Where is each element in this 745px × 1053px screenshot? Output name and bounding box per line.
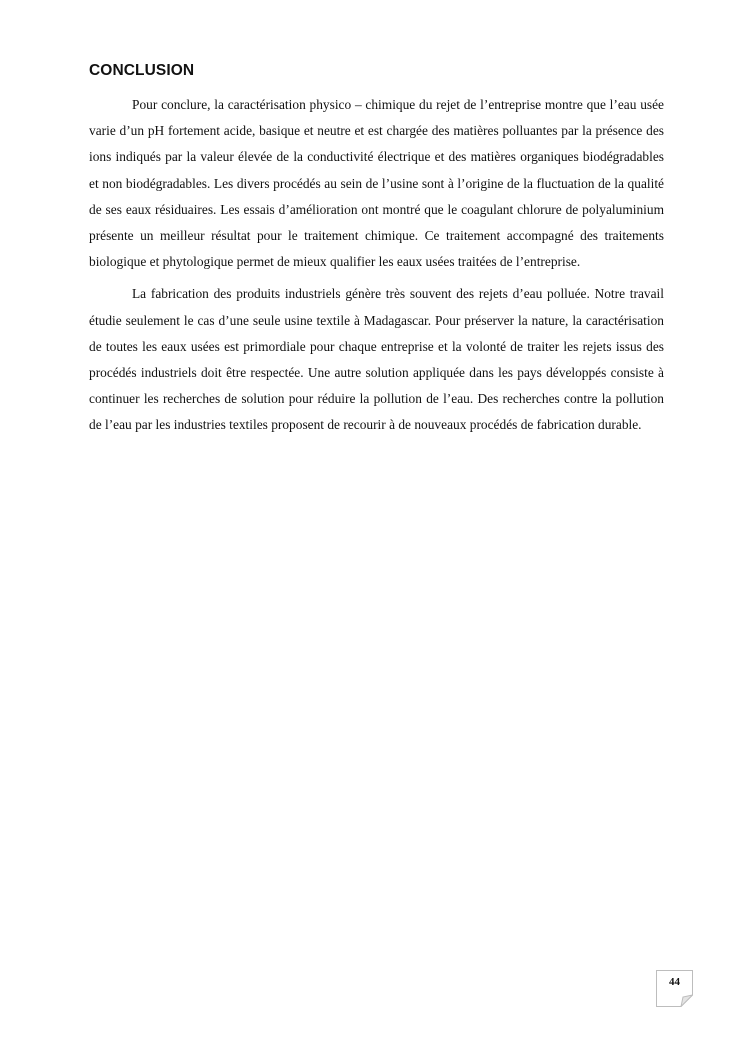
page-number: 44 — [669, 976, 680, 988]
paragraph-1: Pour conclure, la caractérisation physico – chimique du rejet de l’entreprise montre que l’eau usée varie d’un pH fortement acide, basique et neutre et est chargée des matières polluantes par la présence des ions indiqués par la valeur élevée de la conductivité électrique et des matières organiques biodégradables et non biodégradables. Les divers procédés au sein de l’usine sont à l’origine de la fluctuation de la qualité de ses eaux résiduaires. Les essais d’amélioration ont montré que le coagulant chlorure de polyaluminium présente un meilleur résultat pour le traitement chimique. Ce traitement accompagné des traitements biologique et phytologique permet de mieux qualifier les eaux usées traitées de l’entreprise. — [89, 97, 664, 270]
page-number-box — [656, 970, 693, 1007]
body-text — [89, 92, 664, 439]
section-heading: CONCLUSION — [89, 62, 195, 79]
paragraph-2: La fabrication des produits industriels génère très souvent des rejets d’eau polluée. Notre travail étudie seulement le cas d’une seule usine textile à Madagascar. Pour préserver la nature, la caractérisation de toutes les eaux usées est primordiale pour chaque entreprise et la volonté de traiter les rejets issus des procédés industriels doit être respectée. Une autre solution appliquée dans les pays développés consiste à continuer les recherches de solution pour réduire la pollution de l’eau. Des recherches contre la pollution de l’eau par les industries textiles proposent de recourir à de nouveaux procédés de fabrication durable. — [89, 286, 664, 433]
